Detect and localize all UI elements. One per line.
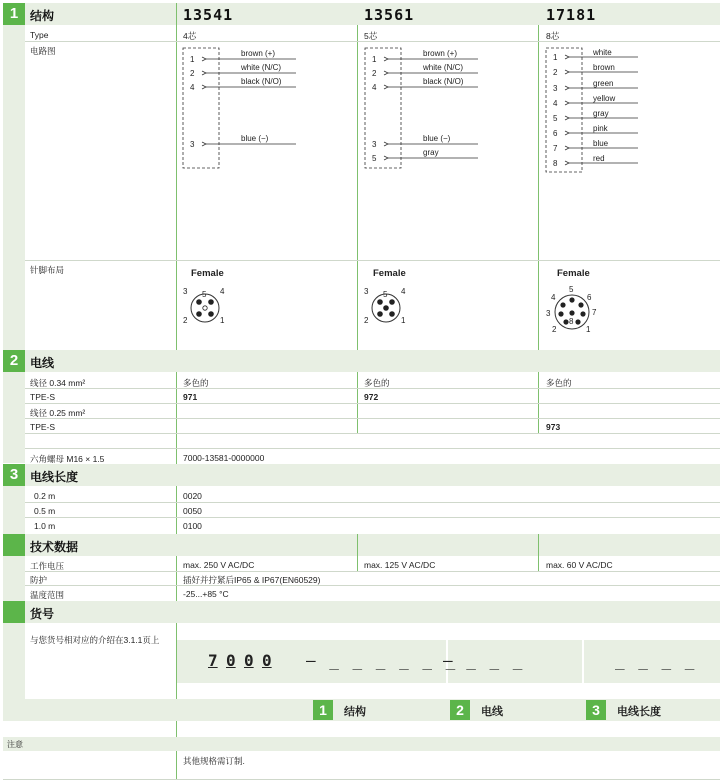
- order-digit: 0: [226, 651, 236, 670]
- pin-label: 2: [364, 316, 369, 325]
- wire-label: yellow: [593, 94, 616, 103]
- cell-value: 插好并拧紧后IP65 & IP67(EN60529): [183, 575, 321, 585]
- tag-number: 1: [313, 700, 333, 720]
- pin-label: 6: [587, 293, 592, 302]
- wire-label: brown (+): [241, 49, 276, 58]
- wire-label: gray: [423, 148, 439, 157]
- row-label: 六角螺母 M16 × 1.5: [30, 454, 105, 464]
- section-title-cable: 电线: [30, 356, 55, 370]
- pin-label: 3: [546, 309, 551, 318]
- order-note: 与您货号相对应的介绍在3.1.1页上: [30, 635, 160, 645]
- pin-label: 3: [183, 287, 188, 296]
- pin-label: 4: [551, 293, 556, 302]
- order-digit: 0: [262, 651, 272, 670]
- wire-label: white (N/C): [423, 63, 464, 72]
- wire-label: brown: [593, 63, 615, 72]
- female-label: Female: [191, 268, 224, 279]
- pin-number: 8: [553, 159, 558, 168]
- type-value: 4芯: [183, 31, 197, 41]
- row-label: 0.2 m: [34, 491, 56, 501]
- circuit-diagram-label: 电路图: [30, 46, 56, 56]
- pin-label: 1: [220, 316, 225, 325]
- wire-label: white: [593, 48, 612, 57]
- cell-value: 0100: [183, 521, 202, 531]
- column-header-13541: 13541: [183, 6, 234, 24]
- order-digit: 7: [208, 651, 218, 670]
- pin-number: 3: [190, 140, 195, 149]
- notes-text: 其他规格需订制.: [183, 756, 245, 766]
- pin-number: 5: [553, 114, 558, 123]
- wire-label: black (N/O): [241, 77, 282, 86]
- row-label: 防护: [30, 575, 48, 585]
- wire-label: red: [593, 154, 605, 163]
- pin-label: 2: [552, 325, 557, 334]
- pin-label: 4: [220, 287, 225, 296]
- pin-number: 2: [372, 69, 377, 78]
- pin-label: 1: [586, 325, 591, 334]
- wire-label: green: [593, 79, 614, 88]
- type-value: 8芯: [546, 31, 560, 41]
- pin-label: 1: [401, 316, 406, 325]
- cell-value: max. 250 V AC/DC: [183, 560, 255, 570]
- pin-number: 1: [190, 55, 195, 64]
- tag-label-structure: 结构: [344, 706, 366, 718]
- left-gutter: [3, 25, 25, 350]
- female-label: Female: [373, 268, 406, 279]
- pin-number: 3: [553, 84, 558, 93]
- cell-value: 972: [364, 392, 379, 402]
- pinout-label: 针脚布局: [30, 265, 65, 275]
- section-title-tech-data: 技术数据: [30, 540, 79, 554]
- cell-value: max. 125 V AC/DC: [364, 560, 436, 570]
- pin-number: 5: [372, 154, 377, 163]
- column-header-13561: 13561: [364, 6, 415, 24]
- female-label: Female: [557, 268, 590, 279]
- wire-label: blue (−): [423, 134, 451, 143]
- pin-label: 4: [401, 287, 406, 296]
- row-label: TPE-S: [30, 422, 56, 432]
- cell-value: 多色的: [364, 378, 390, 388]
- pin-label: 5: [383, 290, 388, 299]
- pin-number: 7: [553, 144, 558, 153]
- pin-number: 1: [553, 53, 558, 62]
- wire-label: gray: [593, 109, 609, 118]
- cell-value: 多色的: [183, 378, 209, 388]
- pin-number: 1: [372, 55, 377, 64]
- pin-number: 4: [553, 99, 558, 108]
- pin-number: 2: [190, 69, 195, 78]
- pin-label: 8: [569, 317, 574, 326]
- pin-label: 7: [592, 308, 597, 317]
- pin-label: 3: [364, 287, 369, 296]
- row-label: 线径 0.25 mm²: [30, 408, 86, 418]
- pin-number: 4: [190, 83, 195, 92]
- order-digit: 0: [244, 651, 254, 670]
- cell-value: 971: [183, 392, 198, 402]
- pin-number: 2: [553, 68, 558, 77]
- wire-label: brown (+): [423, 49, 458, 58]
- row-label: 线径 0.34 mm²: [30, 378, 86, 388]
- row-label: TPE-S: [30, 392, 56, 402]
- order-segment-length: _ _ _ _: [615, 651, 697, 670]
- pin-label: 5: [569, 285, 574, 294]
- cell-value: -25...+85 °C: [183, 589, 229, 599]
- wire-label: blue: [593, 139, 609, 148]
- pin-number: 3: [372, 140, 377, 149]
- cell-value: 多色的: [546, 378, 572, 388]
- tag-number: 3: [586, 700, 606, 720]
- section-number-1: 1: [3, 3, 25, 25]
- wire-label: black (N/O): [423, 77, 464, 86]
- pin-number: 6: [553, 129, 558, 138]
- cell-value: 7000-13581-0000000: [183, 453, 265, 463]
- order-segment-cable: – _ _ _: [443, 651, 525, 670]
- tag-label-cable: 电线: [481, 706, 503, 718]
- order-segment-structure: – _ _ _ _ _ _: [306, 651, 458, 670]
- pin-number: 4: [372, 83, 377, 92]
- type-label: Type: [30, 30, 49, 40]
- section-title-order-number: 货号: [30, 607, 55, 621]
- pin-label: 2: [183, 316, 188, 325]
- section-number-2: 2: [3, 350, 25, 372]
- section-number-3: 3: [3, 464, 25, 486]
- notes-title: 注意: [7, 740, 23, 749]
- section-title-cable-length: 电线长度: [30, 470, 79, 484]
- column-divider: [538, 25, 539, 350]
- column-divider: [357, 25, 358, 350]
- cell-value: 973: [546, 422, 561, 432]
- cell-value: 0020: [183, 491, 202, 501]
- row-label: 温度范围: [30, 590, 65, 600]
- row-label: 1.0 m: [34, 521, 56, 531]
- section-title-structure: 结构: [30, 9, 55, 23]
- wire-label: white (N/C): [241, 63, 282, 72]
- cell-value: 0050: [183, 506, 202, 516]
- tag-number: 2: [450, 700, 470, 720]
- pin-label: 5: [202, 290, 207, 299]
- type-value: 5芯: [364, 31, 378, 41]
- tag-label-cable-length: 电线长度: [617, 706, 661, 718]
- row-label: 工作电压: [30, 561, 65, 571]
- wire-label: pink: [593, 124, 608, 133]
- wire-label: blue (−): [241, 134, 269, 143]
- column-header-17181: 17181: [546, 6, 597, 24]
- row-label: 0.5 m: [34, 506, 56, 516]
- cell-value: max. 60 V AC/DC: [546, 560, 613, 570]
